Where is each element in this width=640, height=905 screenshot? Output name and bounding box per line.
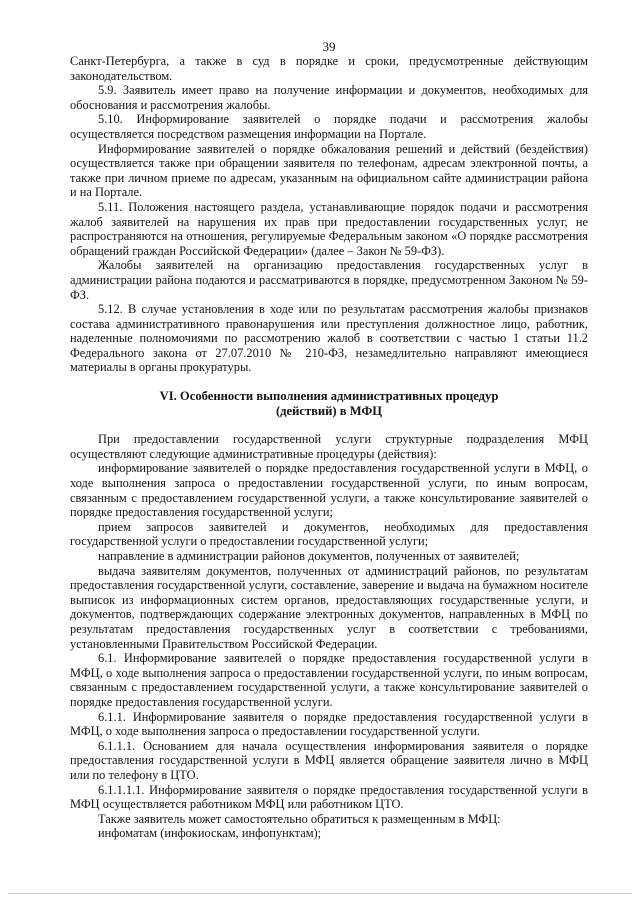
spacer — [70, 375, 588, 389]
top-paragraphs — [70, 54, 588, 375]
document-body — [70, 54, 588, 841]
paragraph: инфоматам (инфокиоскам, инфопунктам); — [98, 826, 322, 841]
paragraph: Санкт-Петербурга, а также в суд в порядке и сроки, предусмотренные действующим законодательством. — [70, 54, 588, 83]
bottom-paragraphs — [70, 432, 588, 841]
section-title-line-1: VI. Особенности выполнения административных процедур — [159, 389, 499, 404]
paragraph: информирование заявителей о порядке предоставления государственной услуги в МФЦ, о ходе выполнения запроса о предоставлении государственной услуги, по иным вопросам, связанным с предоставлением государственной услуги, а также консультирование заявителей о порядке предоставления государственной услуги; — [70, 461, 588, 520]
paragraph: направление в администрации районов документов, полученных от заявителей; — [98, 549, 520, 563]
paragraph: 5.11. Положения настоящего раздела, устанавливающие порядок подачи и рассмотрения жалоб заявителей на нарушения их прав при предоставлении государственных услуг, не распространяются на отношения, регулируемые Федеральным законом «О порядке рассмотрения обращений граждан Российской Федерации» (далее – Закон № 59-ФЗ). — [70, 199, 588, 258]
paragraph: 6.1.1.1. Основанием для начала осуществления информирования заявителя о порядке предоставления государственной услуги в МФЦ является обращение заявителя лично в МФЦ или по телефону в ЦТО. — [70, 738, 588, 782]
page-number: 39 — [322, 39, 336, 54]
paragraph: 5.9. Заявитель имеет право на получение информации и документов, необходимых для обоснования и рассмотрения жалобы. — [70, 83, 588, 112]
spacer — [70, 418, 588, 432]
paragraph: выдача заявителям документов, полученных от администраций районов, по результатам предоставления государственной услуги, составление, заверение и выдача на бумажном носителе выписок из информационных систем органов, предоставляющих государственные услуги, и документов, подтверждающих содержание электронных документов, направленных в МФЦ по результатам предоставления государственных услуг в соответствии с требованиями, установленными Правительством Российской Федерации. — [70, 563, 588, 651]
paragraph: 6.1.1. Информирование заявителя о порядке предоставления государственной услуги в МФЦ, о ходе выполнения запроса о предоставлении государственной услуги. — [70, 709, 588, 739]
paragraph: Информирование заявителей о порядке обжалования решений и действий (бездействия) осуществляется также при обращении заявителя по телефонам, адресам электронной почты, а также при личном приеме по адресам, указанным на официальном сайте администрации района и на Портале. — [70, 141, 588, 200]
paragraph: Также заявитель может самостоятельно обратиться к размещенным в МФЦ: — [98, 811, 501, 826]
paragraph: Жалобы заявителей на организацию предоставления государственных услуг в администрации района подаются и рассматриваются в порядке, предусмотренном Законом № 59-ФЗ. — [70, 258, 588, 302]
paragraph: прием запросов заявителей и документов, необходимых для предоставления государственной услуги о предоставлении государственной услуги; — [70, 519, 588, 549]
paragraph: 6.1.1.1.1. Информирование заявителя о порядке предоставления государственной услуги в МФЦ осуществляется работником МФЦ или работником ЦТО. — [70, 782, 588, 812]
paragraph: При предоставлении государственной услуги структурные подразделения МФЦ осуществляют следующие административные процедуры (действия): — [70, 432, 588, 461]
paragraph: 5.10. Информирование заявителей о порядке подачи и рассмотрения жалобы осуществляется посредством размещения информации на Портале. — [70, 112, 588, 141]
paragraph: 5.12. В случае установления в ходе или по результатам рассмотрения жалобы признаков состава административного правонарушения или преступления должностное лицо, работник, наделенные полномочиями по рассмотрению жалоб в соответствии с частью 1 статьи 11.2 Федерального закона от 27.07.2010 № 210-ФЗ, незамедлительно направляют имеющиеся материалы в органы прокуратуры. — [70, 302, 588, 375]
paragraph: 6.1. Информирование заявителей о порядке предоставления государственной услуги в МФЦ, о ходе выполнения запроса о предоставлении государственной услуги, по иным вопросам, связанным с предоставлением государственной услуги, а также консультирование заявителей о порядке предоставления государственной услуги. — [70, 651, 588, 709]
section-title-line-2: (действий) в МФЦ — [275, 403, 383, 418]
scan-edge-line — [8, 893, 632, 894]
